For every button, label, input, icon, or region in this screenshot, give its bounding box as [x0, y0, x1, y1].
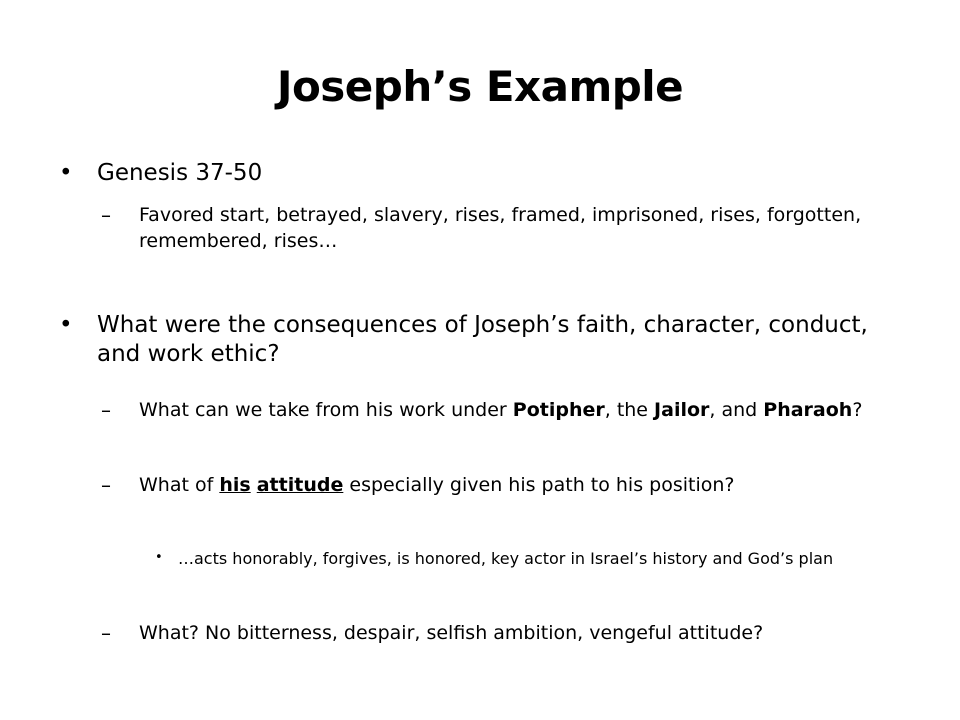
dash-marker: – — [101, 203, 111, 227]
sub-bullet-attitude-text-1: What of — [139, 474, 220, 496]
dash-marker: – — [101, 398, 111, 422]
bullet-marker: • — [59, 160, 73, 186]
bullet-genesis-text: Genesis 37-50 — [97, 160, 263, 186]
pharaoh-name: Pharaoh — [763, 399, 853, 421]
potipher-name: Potipher — [512, 399, 605, 421]
bullet-marker: • — [155, 550, 163, 565]
sub-bullet-favored-text: Favored start, betrayed, slavery, rises, framed, imprisoned, rises, forgotten, remembered, rises… — [139, 204, 862, 252]
attitude-emphasis: attitude — [256, 474, 344, 496]
dash-marker: – — [101, 621, 111, 645]
dash-marker: – — [101, 473, 111, 497]
sub-bullet-attitude — [101, 472, 909, 498]
sub-bullet-bitterness-text: What? No bitterness, despair, selfish ambition, vengeful attitude? — [139, 622, 764, 644]
bullet-genesis — [59, 159, 917, 188]
bullet-marker: • — [59, 312, 73, 338]
sub-bullet-work-text-1: What can we take from his work under — [139, 399, 513, 421]
his-emphasis: his — [219, 474, 251, 496]
sub-bullet-work-text-4: ? — [852, 399, 863, 421]
slide-title: Joseph’s Example — [276, 62, 684, 111]
sub-bullet-bitterness — [101, 620, 909, 646]
bullet-consequences-text: What were the consequences of Joseph’s faith, character, conduct, and work ethic? — [97, 312, 868, 367]
bullet-consequences — [59, 311, 917, 369]
sub-bullet-work — [101, 397, 909, 423]
sub-sub-bullet-honorably-text: …acts honorably, forgives, is honored, key actor in Israel’s history and God’s plan — [178, 549, 834, 568]
sub-bullet-work-text-2: , the — [604, 399, 655, 421]
jailor-name: Jailor — [654, 399, 710, 421]
sub-bullet-attitude-text-2: especially given his path to his position? — [343, 474, 735, 496]
sub-sub-bullet-honorably — [155, 548, 898, 570]
sub-bullet-work-text-3: , and — [709, 399, 764, 421]
sub-bullet-favored — [101, 202, 909, 254]
